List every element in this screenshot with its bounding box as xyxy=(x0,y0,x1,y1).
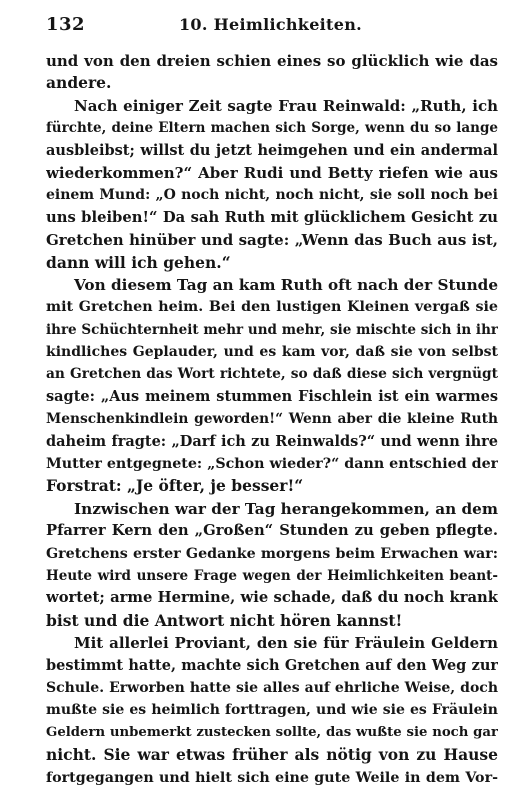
text-line: Inzwischen war der Tag herangekommen, an dem xyxy=(74,499,498,518)
text-line: mußte sie es heimlich forttragen, und wie sie es Fräulein xyxy=(46,702,498,719)
running-head xyxy=(46,14,495,38)
text-line: fürchte, deine Eltern machen sich Sorge, wenn du so lange xyxy=(46,120,498,137)
text-line: Heute wird unsere Frage wegen der Heimlichkeiten beant- xyxy=(46,567,498,584)
text-line: Forstrat: „Je öfter, je besser!“ xyxy=(46,476,304,496)
text-line: kindliches Geplauder, und es kam vor, daß sie von selbst xyxy=(46,344,498,361)
text-line: sagte: „Aus meinem stummen Fischlein ist ein warmes xyxy=(46,387,498,405)
text-line: dann will ich gehen.“ xyxy=(46,252,231,272)
text-line: und von den dreien schien eines so glücklich wie das xyxy=(46,52,498,70)
text-line: fortgegangen und hielt sich eine gute Weile in dem Vor- xyxy=(46,769,498,786)
text-line: an Gretchen das Wort richtete, so daß diese sich vergnügt xyxy=(46,366,498,383)
text-line: einem Mund: „O noch nicht, noch nicht, sie soll noch bei xyxy=(46,187,498,204)
body-text xyxy=(46,50,498,789)
text-line: Gretchens erster Gedanke morgens beim Erwachen war: xyxy=(46,545,498,562)
text-line: wiederkommen?“ Aber Rudi und Betty riefen wie aus xyxy=(46,163,498,182)
text-line: Menschenkindlein geworden!“ Wenn aber die kleine Ruth xyxy=(46,411,498,428)
text-line: ihre Schüchternheit mehr und mehr, sie mischte sich in ihr xyxy=(46,321,498,338)
text-line: Mutter entgegnete: „Schon wieder?“ dann entschied der xyxy=(46,456,498,473)
text-line: Nach einiger Zeit sagte Frau Reinwald: „Ruth, ich xyxy=(74,96,498,115)
text-line: Gretchen hinüber und sagte: „Wenn das Buch aus ist, xyxy=(46,231,498,250)
text-line: Mit allerlei Proviant, den sie für Fräulein Geldern xyxy=(74,634,498,653)
text-line: Schule. Erworben hatte sie alles auf ehrliche Weise, doch xyxy=(46,679,498,696)
text-line: wortet; arme Hermine, wie schade, daß du noch krank xyxy=(46,589,498,607)
text-line: andere. xyxy=(46,73,112,93)
text-line: bestimmt hatte, machte sich Gretchen auf den Weg zur xyxy=(46,656,498,674)
page-number: 132 xyxy=(46,14,86,35)
text-line: Pfarrer Kern den „Großen“ Stunden zu geben pflegte. xyxy=(46,522,498,540)
text-line: ausbleibst; willst du jetzt heimgehen und ein andermal xyxy=(46,141,498,159)
text-line: nicht. Sie war etwas früher als nötig von zu Hause xyxy=(46,745,498,765)
text-line: daheim fragte: „Darf ich zu Reinwalds?“ und wenn ihre xyxy=(46,432,498,450)
chapter-title: 10. Heimlichkeiten. xyxy=(178,15,363,34)
text-line: Von diesem Tag an kam Ruth oft nach der Stunde xyxy=(74,275,498,294)
text-line: bist und die Antwort nicht hören kannst! xyxy=(46,610,403,630)
text-line: uns bleiben!“ Da sah Ruth mit glücklichem Gesicht zu xyxy=(46,208,498,226)
text-line: mit Gretchen heim. Bei den lustigen Kleinen vergaß sie xyxy=(46,299,498,316)
text-line: Geldern unbemerkt zustecken sollte, das wußte sie noch gar xyxy=(46,724,498,740)
